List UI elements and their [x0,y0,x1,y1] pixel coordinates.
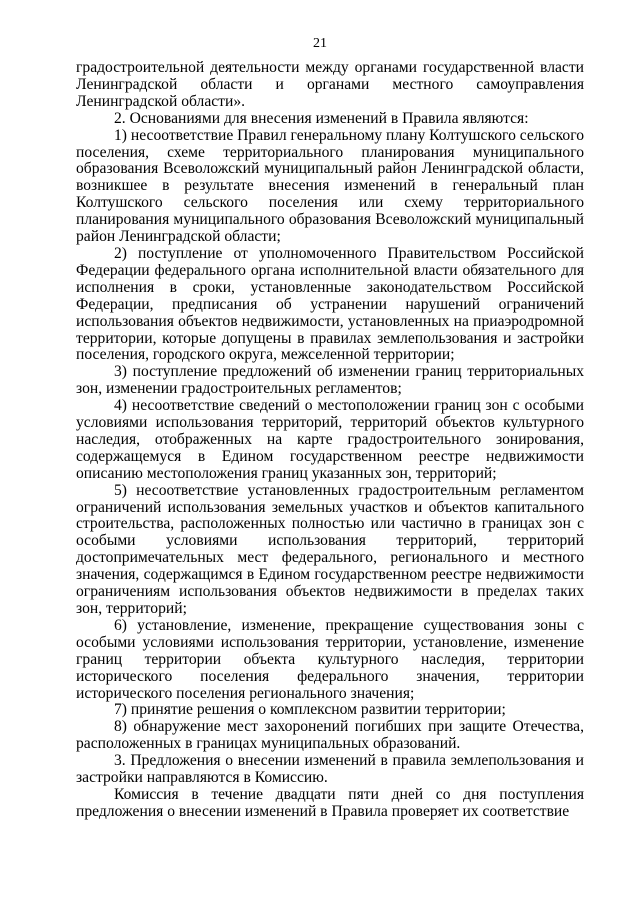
paragraph-grounds-intro: 2. Основаниями для внесения изменений в Правила являются: [114,109,529,127]
list-item-4: 4) несоответствие сведений о местоположении границ зон с особыми условиями использования территорий, территорий объектов культурного наследия, отображенных на карте градостроительного зонирования, содержащемуся в Едином государственном реестре недвижимости описанию местоположения границ указанных зон, территорий; [76,397,584,482]
document-body [76,60,584,821]
list-item-5: 5) несоответствие установленных градостроительным регламентом ограничений использования земельных участков и объектов капитального строительства, расположенных полностью или частично в границах зон с особыми условиями использования территорий, территорий достопримечательных мест федерального, регионального и местного значения, содержащимся в Едином государственном реестре недвижимости ограничениям использования объектов недвижимости в пределах таких зон, территорий; [76,481,584,617]
list-item-6: 6) установление, изменение, прекращение существования зоны с особыми условиями использования территории, установление, изменение границ территории объекта культурного наследия, территории исторического поселения федерального значения, территории исторического поселения регионального значения; [76,616,584,702]
paragraph-continuation: градостроительной деятельности между органами государственной власти Ленинградской области и органами местного самоуправления Ленинградской области». [76,59,584,110]
list-item-1: 1) несоответствие Правил генеральному плану Колтушского сельского поселения, схеме территориального планирования муниципального образования Всеволожский муниципальный район Ленинградской области, возникшее в результате внесения изменений в генеральный план Колтушского сельского поселения или схему территориального планирования муниципального образования Всеволожский муниципальный район Ленинградской области; [76,126,584,246]
paragraph-section-3: 3. Предложения о внесении изменений в правила землепользования и застройки направляются в Комиссию. [76,752,584,787]
list-item-8: 8) обнаружение мест захоронений погибших при защите Отечества, расположенных в границах муниципальных образований. [76,718,584,753]
paragraph-commission: Комиссия в течение двадцати пяти дней со дня поступления предложения о внесении изменений в Правила проверяет их соответствие [76,785,584,820]
list-item-7: 7) принятие решения о комплексном развитии территории; [114,701,506,719]
page-number: 21 [313,36,327,51]
list-item-3: 3) поступление предложений об изменении границ территориальных зон, изменении градостроительных регламентов; [76,363,584,398]
list-item-2: 2) поступление от уполномоченного Правительством Российской Федерации федерального органа исполнительной власти обязательного для исполнения в сроки, установленные законодательством Российской Федерации, предписания об устранении нарушений ограничений использования объектов недвижимости, установленных на приаэродромной территории, которые допущены в правилах землепользования и застройки поселения, городского округа, межселенной территории; [76,244,584,364]
